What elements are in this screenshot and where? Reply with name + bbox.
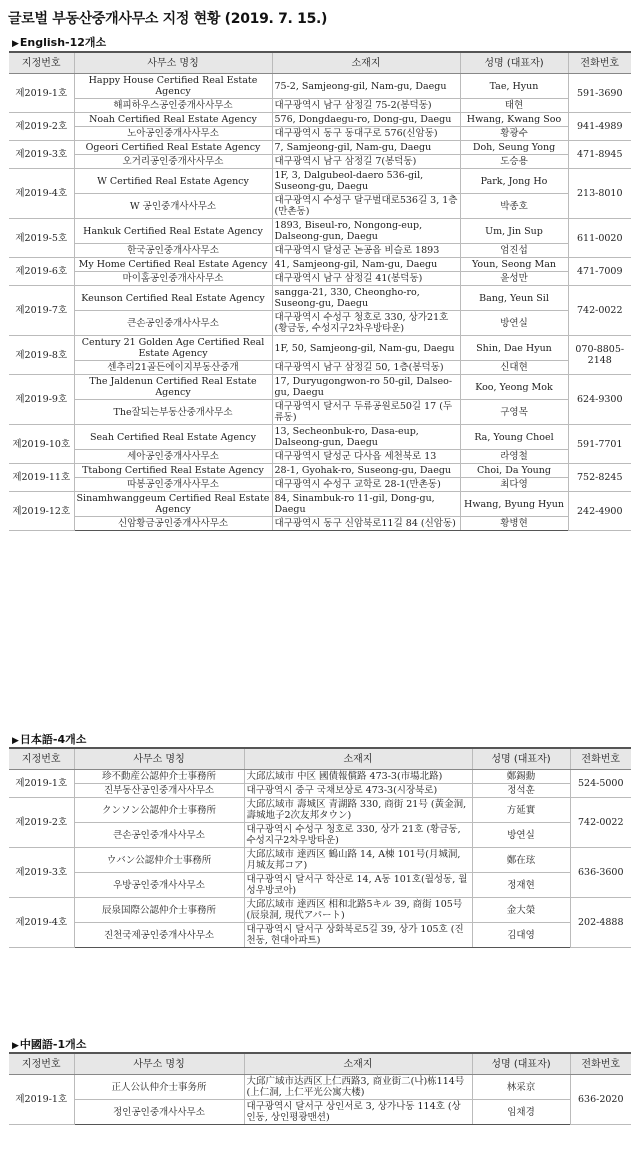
office-address: 대구광역시 남구 삼정길 7(봉덕동) <box>272 155 460 169</box>
office-name: The잘되는부동산중개사무소 <box>74 400 272 425</box>
office-name: Ogeori Certified Real Estate Agency <box>74 141 272 155</box>
table-row <box>9 848 631 873</box>
table-english <box>9 51 631 531</box>
representative-name: 최다영 <box>460 478 568 492</box>
table-row <box>9 1075 631 1100</box>
header-rep: 성명 (대표자) <box>472 748 570 770</box>
table-row-korean <box>9 923 631 948</box>
office-name: 우방공인중개사사무소 <box>74 873 244 898</box>
header-office: 사무소 명칭 <box>74 1053 244 1075</box>
registration-number: 제2019-9호 <box>9 375 74 425</box>
representative-name: 鄭錫勳 <box>472 770 570 784</box>
table-row-korean <box>9 155 631 169</box>
header-address: 소재지 <box>244 1053 472 1075</box>
office-address: 대구광역시 달서구 상화북로5길 39, 상가 105호 (진천동, 현대아파트) <box>244 923 472 948</box>
table-row-korean <box>9 361 631 375</box>
registration-number: 제2019-3호 <box>9 141 74 169</box>
representative-name: Tae, Hyun <box>460 74 568 99</box>
table-row-korean <box>9 99 631 113</box>
representative-name: 方延實 <box>472 798 570 823</box>
representative-name: Hwang, Byung Hyun <box>460 492 568 517</box>
table-row-korean <box>9 127 631 141</box>
table-row-korean <box>9 1100 631 1125</box>
registration-number: 제2019-7호 <box>9 286 74 336</box>
representative-name: Shin, Dae Hyun <box>460 336 568 361</box>
office-name: Noah Certified Real Estate Agency <box>74 113 272 127</box>
office-name: The Jaldenun Certified Real Estate Agency <box>74 375 272 400</box>
representative-name: 도승용 <box>460 155 568 169</box>
table-row-korean <box>9 400 631 425</box>
office-name: 세아공인중개사사무소 <box>74 450 272 464</box>
table-row <box>9 336 631 361</box>
office-address: 576, Dongdaegu-ro, Dong-gu, Daegu <box>272 113 460 127</box>
table-row <box>9 425 631 450</box>
office-name: 辰泉国際公認仲介士事務所 <box>74 898 244 923</box>
representative-name: 방연실 <box>460 311 568 336</box>
registration-number: 제2019-1호 <box>9 770 74 798</box>
office-address: 대구광역시 남구 삼정길 41(봉덕동) <box>272 272 460 286</box>
header-address: 소재지 <box>244 748 472 770</box>
office-name: Century 21 Golden Age Certified Real Estate Agency <box>74 336 272 361</box>
representative-name: 鄭在玹 <box>472 848 570 873</box>
representative-name: 방연실 <box>472 823 570 848</box>
phone-number: 941-4989 <box>568 113 631 141</box>
registration-number: 제2019-12호 <box>9 492 74 531</box>
section-label-english: ▶ English-12개소 <box>12 34 106 50</box>
section-label-chinese: ▶ 中國語-1개소 <box>12 1036 86 1052</box>
office-name: 오거리공인중개사사무소 <box>74 155 272 169</box>
office-name: My Home Certified Real Estate Agency <box>74 258 272 272</box>
office-address: 대구광역시 수성구 달구벌대로536길 3, 1층(만촌동) <box>272 194 460 219</box>
representative-name: 태현 <box>460 99 568 113</box>
header-no: 지정번호 <box>9 52 74 74</box>
table-row <box>9 74 631 99</box>
office-name: 정인공인중개사사무소 <box>74 1100 244 1125</box>
office-address: 大邱広域市 中区 國債報償路 473-3(市場北路) <box>244 770 472 784</box>
representative-name: Um, Jin Sup <box>460 219 568 244</box>
office-name: 신암황금공인중개사사무소 <box>74 517 272 531</box>
representative-name: 정석훈 <box>472 784 570 798</box>
office-name: Keunson Certified Real Estate Agency <box>74 286 272 311</box>
office-address: 大邱広域市 達西区 鶴山路 14, A棟 101号(月城洞, 月城友邦コア) <box>244 848 472 873</box>
table-row <box>9 898 631 923</box>
office-address: sangga-21, 330, Cheongho-ro, Suseong-gu, Daegu <box>272 286 460 311</box>
phone-number: 742-0022 <box>570 798 631 848</box>
representative-name: Koo, Yeong Mok <box>460 375 568 400</box>
representative-name: 林采京 <box>472 1075 570 1100</box>
office-name: 진부동산공인중개사사무소 <box>74 784 244 798</box>
office-name: ウバン公認仲介士事務所 <box>74 848 244 873</box>
phone-number: 242-4900 <box>568 492 631 531</box>
table-row-korean <box>9 823 631 848</box>
representative-name: 임채경 <box>472 1100 570 1125</box>
office-address: 대구광역시 달서구 두류공원로50길 17 (두류동) <box>272 400 460 425</box>
registration-number: 제2019-2호 <box>9 798 74 848</box>
office-address: 대구광역시 수성구 청호로 330, 상가21호 (황금동, 수성지구2차우방타운) <box>272 311 460 336</box>
office-address: 대구광역시 달성군 논공읍 비슬로 1893 <box>272 244 460 258</box>
office-name: 큰손공인중개사사무소 <box>74 311 272 336</box>
table-row <box>9 219 631 244</box>
registration-number: 제2019-10호 <box>9 425 74 464</box>
office-name: Hankuk Certified Real Estate Agency <box>74 219 272 244</box>
phone-number: 471-8945 <box>568 141 631 169</box>
phone-number: 524-5000 <box>570 770 631 798</box>
table-japanese <box>9 747 631 948</box>
header-office: 사무소 명칭 <box>74 748 244 770</box>
office-address: 28-1, Gyohak-ro, Suseong-gu, Daegu <box>272 464 460 478</box>
office-name: 진천국제공인중개사사무소 <box>74 923 244 948</box>
representative-name: 구영목 <box>460 400 568 425</box>
office-address: 대구광역시 동구 신암북로11길 84 (신암동) <box>272 517 460 531</box>
table-row <box>9 798 631 823</box>
registration-number: 제2019-11호 <box>9 464 74 492</box>
phone-number: 591-3690 <box>568 74 631 113</box>
registration-number: 제2019-2호 <box>9 113 74 141</box>
table-row-korean <box>9 517 631 531</box>
office-address: 75-2, Samjeong-gil, Nam-gu, Daegu <box>272 74 460 99</box>
table-row <box>9 770 631 784</box>
office-name: クンソン公認仲介士事務所 <box>74 798 244 823</box>
representative-name: 김대영 <box>472 923 570 948</box>
phone-number: 202-4888 <box>570 898 631 948</box>
office-address: 대구광역시 달서구 상인서로 3, 상가나동 114호 (상인동, 상인평광맨션) <box>244 1100 472 1125</box>
registration-number: 제2019-1호 <box>9 74 74 113</box>
office-address: 1893, Biseul-ro, Nongong-eup, Dalseong-gun, Daegu <box>272 219 460 244</box>
phone-number: 070-8805-2148 <box>568 336 631 375</box>
office-address: 대구광역시 중구 국채보상로 473-3(시장북로) <box>244 784 472 798</box>
registration-number: 제2019-4호 <box>9 169 74 219</box>
table-row <box>9 141 631 155</box>
office-name: 한국공인중개사사무소 <box>74 244 272 258</box>
office-address: 41, Samjeong-gil, Nam-gu, Daegu <box>272 258 460 272</box>
representative-name: Bang, Yeun Sil <box>460 286 568 311</box>
representative-name: 정재현 <box>472 873 570 898</box>
table-row <box>9 464 631 478</box>
phone-number: 591-7701 <box>568 425 631 464</box>
office-address: 대구광역시 달성군 다사읍 세천북로 13 <box>272 450 460 464</box>
representative-name: 황병현 <box>460 517 568 531</box>
office-name: 노아공인중개사사무소 <box>74 127 272 141</box>
representative-name: Choi, Da Young <box>460 464 568 478</box>
representative-name: 신대현 <box>460 361 568 375</box>
office-address: 대구광역시 수성구 청호로 330, 상가 21호 (황금동, 수성지구2차우방타운) <box>244 823 472 848</box>
phone-number: 752-8245 <box>568 464 631 492</box>
representative-name: Hwang, Kwang Soo <box>460 113 568 127</box>
office-name: 따봉공인중개사사무소 <box>74 478 272 492</box>
table-row <box>9 286 631 311</box>
office-address: 大邱広域市 壽城区 青湖路 330, 商街 21号 (黃金洞, 壽城地子2次友邦タウン) <box>244 798 472 823</box>
office-address: 大邱广域市达西区上仁西路3, 商业街二(나)栋114号 (上仁洞, 上仁平光公寓大楼) <box>244 1075 472 1100</box>
header-address: 소재지 <box>272 52 460 74</box>
office-name: Seah Certified Real Estate Agency <box>74 425 272 450</box>
phone-number: 636-2020 <box>570 1075 631 1125</box>
office-name: 正人公认仲介士事务所 <box>74 1075 244 1100</box>
header-office: 사무소 명칭 <box>74 52 272 74</box>
office-address: 7, Samjeong-gil, Nam-gu, Daegu <box>272 141 460 155</box>
phone-number: 624-9300 <box>568 375 631 425</box>
office-address: 대구광역시 달서구 학산로 14, A동 101호(월성동, 월성우방코아) <box>244 873 472 898</box>
registration-number: 제2019-1호 <box>9 1075 74 1125</box>
representative-name: Park, Jong Ho <box>460 169 568 194</box>
registration-number: 제2019-3호 <box>9 848 74 898</box>
registration-number: 제2019-5호 <box>9 219 74 258</box>
registration-number: 제2019-4호 <box>9 898 74 948</box>
office-name: 센추리21골든에이지부동산중개 <box>74 361 272 375</box>
table-row-korean <box>9 311 631 336</box>
office-address: 17, Duryugongwon-ro 50-gil, Dalseo-gu, Daegu <box>272 375 460 400</box>
office-name: 마이홈공인중개사사무소 <box>74 272 272 286</box>
table-row <box>9 258 631 272</box>
representative-name: Doh, Seung Yong <box>460 141 568 155</box>
registration-number: 제2019-8호 <box>9 336 74 375</box>
office-name: Ttabong Certified Real Estate Agency <box>74 464 272 478</box>
header-tel: 전화번호 <box>568 52 631 74</box>
table-row <box>9 492 631 517</box>
office-address: 1F, 3, Dalgubeol-daero 536-gil, Suseong-gu, Daegu <box>272 169 460 194</box>
phone-number: 213-8010 <box>568 169 631 219</box>
registration-number: 제2019-6호 <box>9 258 74 286</box>
table-row-korean <box>9 272 631 286</box>
table-row <box>9 169 631 194</box>
phone-number: 636-3600 <box>570 848 631 898</box>
office-name: Happy House Certified Real Estate Agency <box>74 74 272 99</box>
phone-number: 742-0022 <box>568 286 631 336</box>
table-row-korean <box>9 450 631 464</box>
office-name: 珍不動産公認仲介士事務所 <box>74 770 244 784</box>
header-rep: 성명 (대표자) <box>460 52 568 74</box>
representative-name: Youn, Seong Man <box>460 258 568 272</box>
office-name: Sinamhwanggeum Certified Real Estate Agency <box>74 492 272 517</box>
header-no: 지정번호 <box>9 1053 74 1075</box>
office-address: 84, Sinambuk-ro 11-gil, Dong-gu, Daegu <box>272 492 460 517</box>
office-address: 대구광역시 동구 동대구로 576(신암동) <box>272 127 460 141</box>
table-row-korean <box>9 244 631 258</box>
table-row <box>9 113 631 127</box>
document-title: 글로벌 부동산중개사무소 지정 현황 (2019. 7. 15.) <box>8 11 328 27</box>
table-row-korean <box>9 873 631 898</box>
representative-name: Ra, Young Choel <box>460 425 568 450</box>
representative-name: 윤성만 <box>460 272 568 286</box>
section-label-japanese: ▶ 日本語-4개소 <box>12 731 86 747</box>
office-address: 대구광역시 남구 삼정길 50, 1층(봉덕동) <box>272 361 460 375</box>
office-address: 대구광역시 남구 삼정길 75-2(봉덕동) <box>272 99 460 113</box>
representative-name: 황광수 <box>460 127 568 141</box>
table-row-korean <box>9 478 631 492</box>
office-address: 1F, 50, Samjeong-gil, Nam-gu, Daegu <box>272 336 460 361</box>
office-address: 13, Secheonbuk-ro, Dasa-eup, Dalseong-gun, Daegu <box>272 425 460 450</box>
representative-name: 金大榮 <box>472 898 570 923</box>
office-name: 큰손공인중개사사무소 <box>74 823 244 848</box>
office-name: 해피하우스공인중개사사무소 <box>74 99 272 113</box>
office-address: 大邱広域市 達西区 相和北路5キル 39, 商街 105号 (辰泉洞, 現代アパート) <box>244 898 472 923</box>
phone-number: 471-7009 <box>568 258 631 286</box>
representative-name: 엄진섭 <box>460 244 568 258</box>
office-name: W Certified Real Estate Agency <box>74 169 272 194</box>
header-no: 지정번호 <box>9 748 74 770</box>
table-row-korean <box>9 194 631 219</box>
representative-name: 라영철 <box>460 450 568 464</box>
representative-name: 박종호 <box>460 194 568 219</box>
table-row <box>9 375 631 400</box>
phone-number: 611-0020 <box>568 219 631 258</box>
header-rep: 성명 (대표자) <box>472 1053 570 1075</box>
table-chinese <box>9 1052 631 1125</box>
header-tel: 전화번호 <box>570 748 631 770</box>
office-address: 대구광역시 수성구 교학로 28-1(만촌동) <box>272 478 460 492</box>
header-tel: 전화번호 <box>570 1053 631 1075</box>
office-name: W 공인중개사사무소 <box>74 194 272 219</box>
table-row-korean <box>9 784 631 798</box>
